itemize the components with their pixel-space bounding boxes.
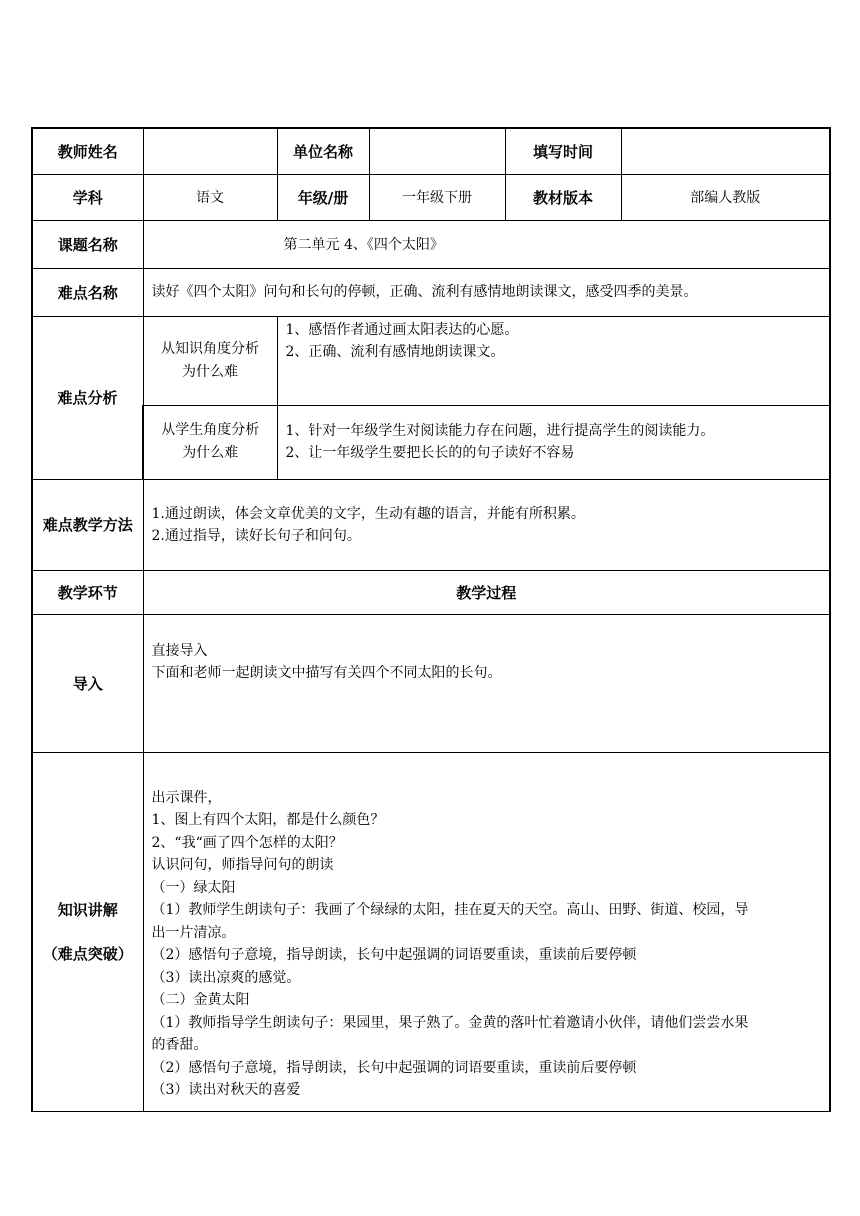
unit-name-value — [369, 128, 505, 174]
student-angle-label — [143, 405, 277, 479]
knowledge-point-1: 1、感悟作者通过画太阳表达的心愿。 — [285, 321, 519, 338]
knowledge-angle-label — [143, 316, 277, 405]
ks-line-3: 2、“我“画了四个怎样的太阳？ — [151, 834, 343, 851]
lesson-plan-table — [31, 127, 831, 1112]
ks-line-9: （3）读出凉爽的感觉。 — [151, 969, 301, 986]
ks-line-14: （3）读出对秋天的喜爱 — [151, 1082, 301, 1098]
knowledge-section-label-line-2: （难点突破） — [42, 944, 133, 963]
subject-value: 语文 — [143, 174, 277, 220]
ks-line-11: （1）教师指导学生朗读句子：果园里，果子熟了。金黄的落叶忙着邀请小伙伴，请他们尝尝水果 — [151, 1014, 749, 1031]
intro-content — [143, 614, 830, 752]
knowledge-section-label-line-1: 知识讲解 — [57, 900, 118, 919]
ks-line-2: 1、图上有四个太阳，都是什么颜色？ — [151, 812, 385, 828]
teaching-process-header: 教学过程 — [143, 570, 830, 614]
intro-line-1: 直接导入 — [151, 642, 208, 659]
intro-row — [32, 614, 830, 752]
knowledge-angle-line-1: 从知识角度分析 — [161, 340, 259, 357]
ks-line-8: （2）感悟句子意境，指导朗读，长句中起强调的词语要重读，重读前后要停顿 — [151, 947, 637, 963]
ks-line-5: （一）绿太阳 — [151, 879, 236, 896]
analysis-knowledge-row — [32, 316, 830, 405]
teacher-name-label: 教师姓名 — [32, 128, 143, 174]
student-point-1: 1、针对一年级学生对阅读能力存在问题，进行提高学生的阅读能力。 — [285, 423, 715, 439]
knowledge-section-label — [32, 752, 143, 1111]
ks-line-13: （2）感悟句子意境，指导朗读，长句中起强调的词语要重读，重读前后要停顿 — [151, 1059, 637, 1076]
knowledge-section-content — [143, 752, 830, 1111]
knowledge-section-row — [32, 752, 830, 1111]
subject-label: 学科 — [32, 174, 143, 220]
topic-label: 课题名称 — [32, 220, 143, 268]
grade-value: 一年级下册 — [369, 174, 505, 220]
teaching-step-header: 教学环节 — [32, 570, 143, 614]
teacher-name-value — [143, 128, 277, 174]
fill-date-value — [621, 128, 830, 174]
process-header-row — [32, 570, 830, 614]
student-point-2: 2、让一年级学生要把长长的的句子读好不容易 — [285, 445, 575, 461]
student-angle-line-2: 为什么难 — [182, 445, 239, 461]
student-angle-line-1: 从学生角度分析 — [161, 422, 260, 438]
difficulty-row — [32, 268, 830, 316]
student-angle-content — [277, 405, 830, 479]
analysis-label: 难点分析 — [32, 316, 143, 479]
ks-line-4: 认识问句，师指导问句的朗读 — [151, 857, 334, 873]
info-row-2 — [32, 174, 830, 220]
method-label: 难点教学方法 — [32, 479, 143, 570]
edition-value: 部编人教版 — [621, 174, 830, 220]
ks-line-6: （1）教师学生朗读句子：我画了个绿绿的太阳，挂在夏天的天空。高山、田野、街道、校园，导 — [151, 902, 749, 918]
ks-line-12: 的香甜。 — [151, 1037, 208, 1053]
method-point-1: 1.通过朗读，体会文章优美的文字，生动有趣的语言，并能有所积累。 — [151, 505, 585, 522]
edition-label: 教材版本 — [505, 174, 621, 220]
knowledge-angle-line-2: 为什么难 — [182, 363, 238, 380]
ks-line-10: （二）金黄太阳 — [151, 992, 250, 1008]
info-row-1 — [32, 128, 830, 174]
ks-line-1: 出示课件， — [151, 789, 222, 806]
analysis-student-row — [32, 405, 830, 479]
ks-line-7: 出一片清凉。 — [151, 924, 236, 941]
topic-row — [32, 220, 830, 268]
topic-value: 第二单元 4、《四个太阳》 — [143, 220, 830, 268]
intro-line-2: 下面和老师一起朗读文中描写有关四个不同太阳的长句。 — [151, 664, 502, 681]
intro-label: 导入 — [32, 614, 143, 752]
method-point-2: 2.通过指导，读好长句子和问句。 — [151, 527, 361, 544]
grade-label: 年级/册 — [277, 174, 369, 220]
unit-name-label: 单位名称 — [277, 128, 369, 174]
fill-date-label: 填写时间 — [505, 128, 621, 174]
difficulty-value: 读好《四个太阳》问句和长句的停顿，正确、流利有感情地朗读课文，感受四季的美景。 — [143, 268, 830, 316]
method-content — [143, 479, 830, 570]
knowledge-angle-content — [277, 316, 830, 405]
difficulty-label: 难点名称 — [32, 268, 143, 316]
method-row — [32, 479, 830, 570]
knowledge-point-2: 2、正确、流利有感情地朗读课文。 — [285, 343, 505, 360]
